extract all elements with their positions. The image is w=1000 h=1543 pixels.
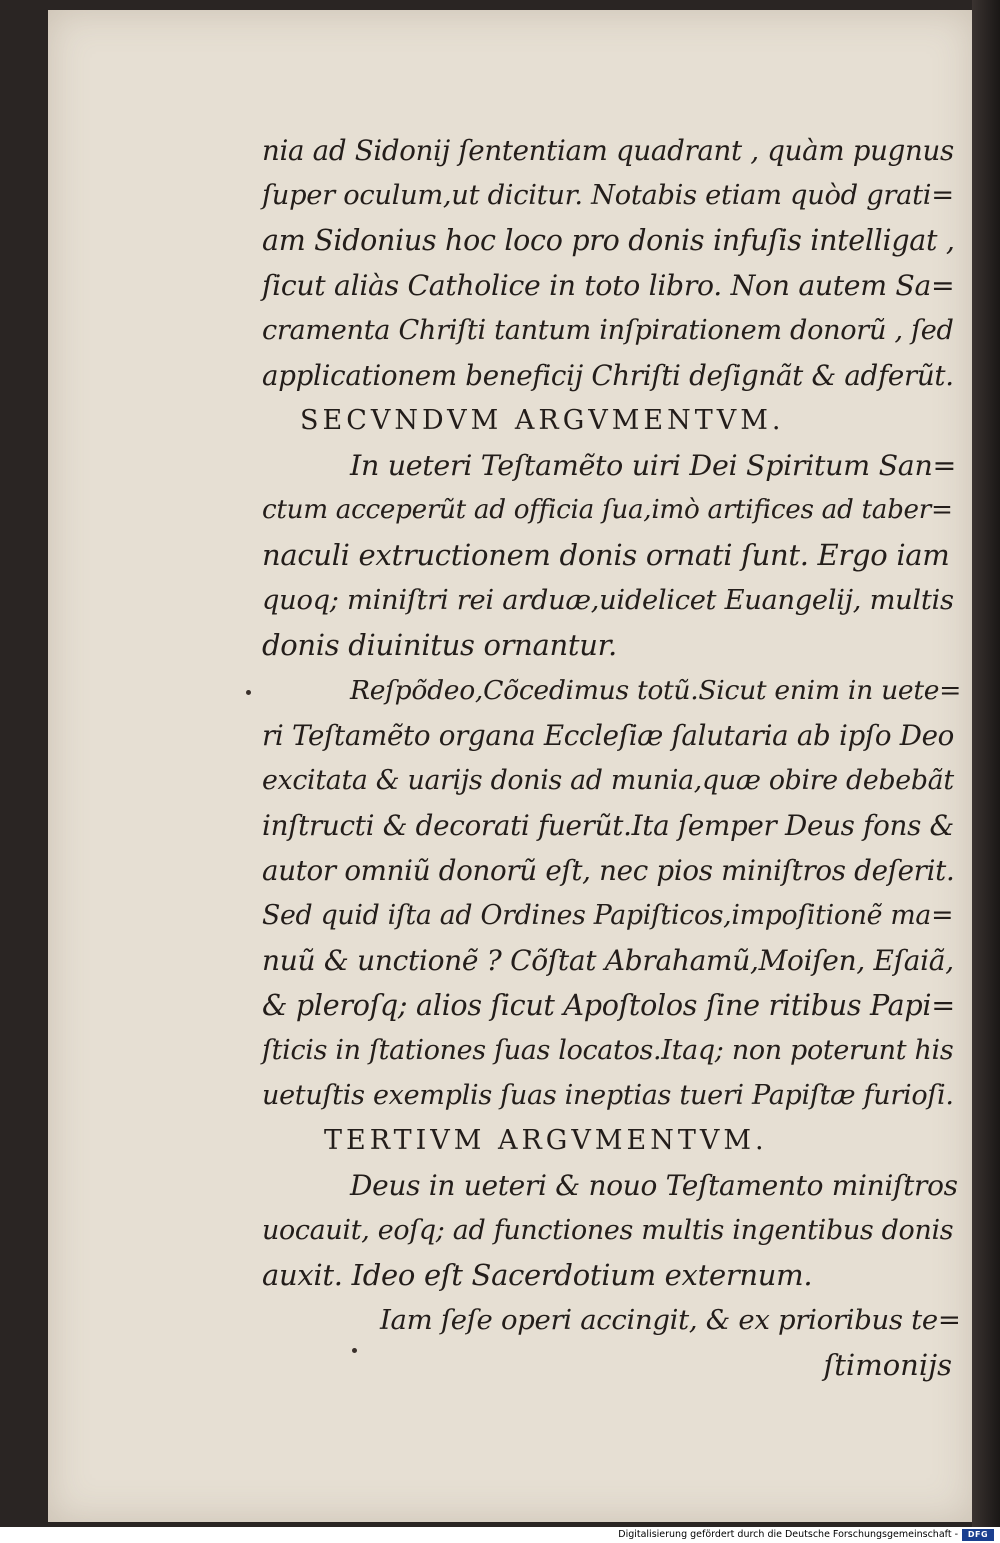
ink-dot	[246, 690, 251, 695]
text-line: ſticis in ſtationes ſuas locatos.Itaq; non poterunt his	[262, 1035, 954, 1066]
text-line: ſuper oculum,ut dicitur. Notabis etiam quòd grati=	[262, 180, 954, 211]
page-edge	[972, 0, 1000, 1527]
page-text	[262, 128, 962, 1388]
text-line: nia ad Sidonij ſententiam quadrant , quàm pugnus	[262, 134, 954, 167]
section-heading: SECVNDVM ARGVMENTVM.	[300, 405, 785, 436]
text-line: uocauit, eoſq; ad functiones multis ingentibus donis	[262, 1215, 954, 1246]
text-line: Iam ſeſe operi accingit, & ex prioribus te=	[380, 1304, 961, 1336]
footer-credit: Digitalisierung gefördert durch die Deutsche Forschungsgemeinschaft -	[618, 1529, 958, 1540]
text-line: ctum acceperũt ad officia ſua,imò artifices ad taber=	[262, 495, 953, 525]
text-line: am Sidonius hoc loco pro donis infuſis intelligat ,	[262, 224, 955, 257]
text-line: ri Teſtamẽto organa Eccleſiæ ſalutaria ab ipſo Deo	[262, 719, 955, 752]
text-line: In ueteri Teſtamẽto uiri Dei Spiritum San=	[350, 449, 957, 482]
text-line: inſtructi & decorati fuerũt.Ita ſemper Deus fons &	[262, 809, 954, 842]
text-line: excitata & uarijs donis ad munia,quæ obire debebãt	[262, 765, 954, 796]
text-line: auxit. Ideo eſt Sacerdotium externum.	[262, 1258, 813, 1292]
text-line: quoq; miniſtri rei arduæ,uidelicet Euangelij, multis	[262, 585, 954, 616]
catchword: ſtimonijs	[823, 1348, 952, 1382]
text-line: Reſpõdeo,Cõcedimus totũ.Sicut enim in uete=	[350, 675, 962, 706]
text-line: Sed quid iſta ad Ordines Papiſticos,impoſitionẽ ma=	[262, 900, 954, 931]
text-line: naculi extructionem donis ornati ſunt. Ergo iam	[262, 538, 950, 572]
ink-dot	[352, 1348, 357, 1353]
text-line: uetuſtis exemplis ſuas ineptias tueri Papiſtæ furioſi.	[262, 1080, 954, 1111]
text-line: & pleroſq; alios ſicut Apoſtolos ſine ritibus Papi=	[262, 988, 955, 1022]
text-line: donis diuinitus ornantur.	[262, 628, 617, 662]
section-heading: TERTIVM ARGVMENTVM.	[324, 1125, 768, 1156]
text-line: ſicut aliàs Catholice in toto libro. Non autem Sa=	[262, 269, 955, 302]
text-line: autor omniũ donorũ eſt, nec pios miniſtros deſerit.	[262, 854, 955, 887]
text-line: applicationem beneficij Chriſti deſignãt & adferũt.	[262, 359, 954, 392]
dfg-logo-icon: DFG	[962, 1529, 994, 1541]
text-line: nuũ & unctionẽ ? Cõſtat Abrahamũ,Moiſen, Eſaiã,	[262, 944, 954, 977]
text-line: Deus in ueteri & nouo Teſtamento miniſtros	[350, 1169, 958, 1202]
text-line: cramenta Chriſti tantum inſpirationem donorũ , ſed	[262, 315, 954, 346]
footer-bar	[0, 1527, 1000, 1543]
